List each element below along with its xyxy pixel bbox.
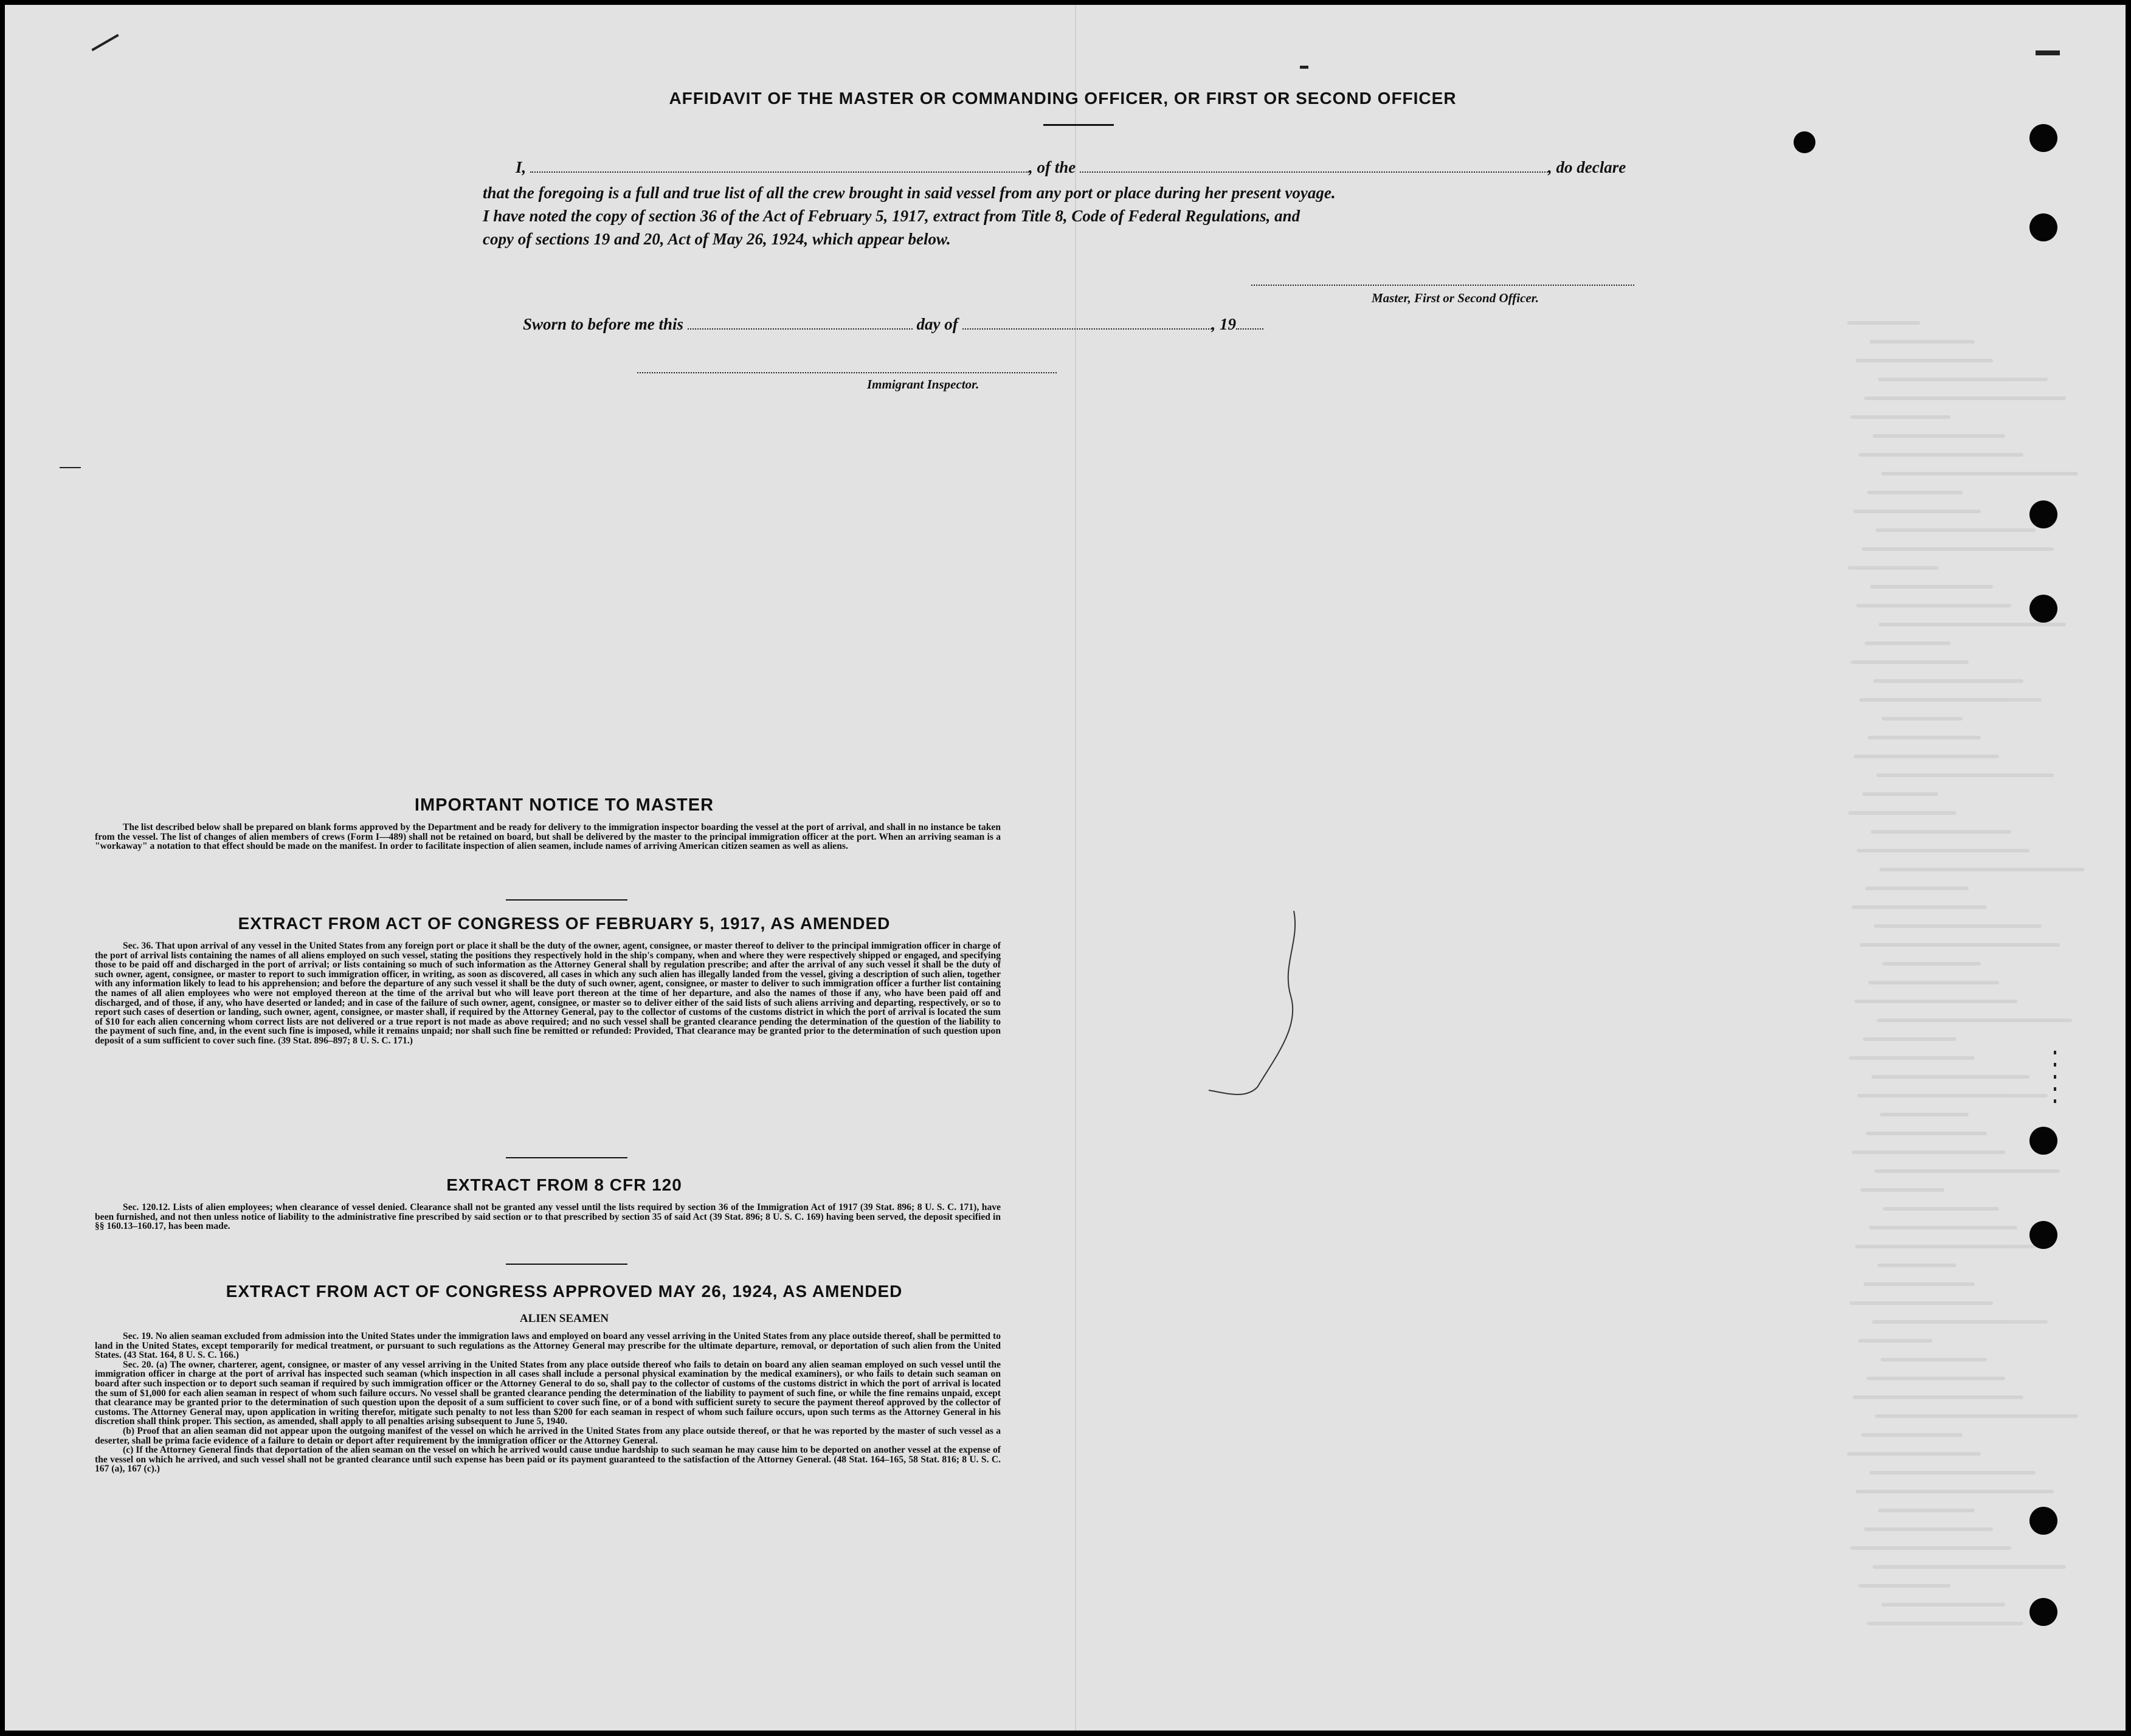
notice-text — [95, 823, 1001, 851]
bleed-stroke — [1880, 1113, 1969, 1116]
bleed-stroke — [1877, 1018, 2072, 1022]
bleed-stroke — [1877, 1264, 1957, 1267]
inspector-signature-line[interactable] — [637, 372, 1057, 373]
bleed-stroke — [1874, 1169, 2060, 1173]
bleed-stroke — [1868, 736, 1981, 739]
declaration-body-line: copy of sections 19 and 20, Act of May 26, 1924, which appear below. — [483, 230, 951, 248]
bleed-stroke — [1868, 981, 1999, 984]
bleed-stroke — [1853, 510, 1981, 513]
scan-mark — [2054, 1051, 2056, 1105]
bleed-stroke — [1850, 1301, 1993, 1305]
bleed-stroke — [1862, 792, 1938, 796]
bleed-stroke — [1867, 491, 1963, 494]
bleed-stroke — [1860, 943, 2060, 947]
bleed-stroke — [1863, 1037, 1957, 1041]
scan-mark — [2036, 50, 2060, 55]
sworn-end: , 19 — [1211, 315, 1237, 333]
section-rule — [506, 1264, 627, 1265]
bleed-stroke — [1854, 1000, 2017, 1003]
section-rule — [506, 899, 627, 901]
bleed-stroke — [1866, 1132, 1987, 1135]
bleed-stroke — [1882, 717, 1963, 721]
punch-hole — [2029, 1127, 2057, 1155]
fold-line — [1075, 5, 1076, 1731]
bleed-stroke — [1853, 1395, 2023, 1399]
bleed-stroke — [1855, 1245, 2036, 1248]
bleed-stroke — [1870, 1471, 2036, 1475]
bleed-stroke — [1859, 698, 2042, 702]
punch-hole — [2029, 124, 2057, 152]
bleed-stroke — [1881, 1603, 2005, 1606]
scan-mark — [91, 34, 119, 51]
bleed-stroke — [1867, 1622, 2023, 1625]
bleed-stroke — [1876, 773, 2054, 777]
bleed-stroke — [1851, 660, 1969, 664]
bleed-stroke — [1864, 1527, 1993, 1531]
extract-1924-text — [95, 1332, 1001, 1474]
bleed-stroke — [1857, 849, 2029, 852]
bleed-stroke — [1876, 528, 2036, 532]
bleed-stroke — [1851, 905, 1987, 909]
extract-1917-title: EXTRACT FROM ACT OF CONGRESS OF FEBRUARY 5, 1917, AS AMENDED — [238, 914, 891, 933]
bleed-stroke — [1879, 868, 2084, 871]
punch-hole — [2029, 1221, 2057, 1249]
declaration-end: , do declare — [1548, 158, 1626, 176]
bleed-stroke — [1869, 1226, 2017, 1229]
sworn-start: Sworn to before me this — [523, 315, 684, 333]
name-blank[interactable] — [530, 159, 1029, 173]
punch-hole — [2029, 500, 2057, 528]
bleed-stroke — [1864, 396, 2066, 400]
extract-cfr-text — [95, 1203, 1001, 1231]
bleed-stroke — [1848, 811, 1957, 815]
bleed-stroke — [1879, 623, 2066, 626]
bleed-stroke — [1863, 1282, 1975, 1286]
bleed-stroke — [1883, 1207, 1999, 1211]
bleed-stroke — [1847, 321, 1920, 325]
extract-1924-title: EXTRACT FROM ACT OF CONGRESS APPROVED MAY 26, 1924, AS AMENDED — [226, 1282, 903, 1301]
punch-hole — [2029, 1507, 2057, 1535]
bleed-stroke — [1867, 1377, 2005, 1380]
vessel-blank[interactable] — [1080, 159, 1548, 173]
year-blank[interactable] — [1236, 316, 1263, 330]
month-blank[interactable] — [962, 316, 1212, 330]
scan-mark — [1300, 66, 1308, 69]
sworn-line — [523, 315, 1263, 334]
alien-seamen-subtitle: ALIEN SEAMEN — [519, 1312, 609, 1325]
bleed-stroke — [1870, 340, 1975, 344]
bleed-stroke — [1873, 1565, 2066, 1569]
bleed-stroke — [1856, 1490, 2054, 1493]
bleed-stroke — [1871, 1075, 2029, 1079]
bleed-stroke — [1881, 1358, 1987, 1361]
signature-label: Master, First or Second Officer. — [1372, 291, 1539, 305]
declaration-line — [516, 158, 1626, 177]
bleed-stroke — [1878, 1509, 1975, 1512]
section-20c-paragraph: (c) If the Attorney General finds that deportation of the alien seaman on the vessel on which he arrived would cause undue hardship to such seaman he may cause him to be deported on another vessel at the expense of the vessel on which he arrived, and such vessel shall not be granted clearance until such expense has been paid or its payment guaranteed to the satisfaction of the Attorney General. (48 Stat. 164–165, 58 Stat. 816; 8 U. S. C. 167 (a), 167 (c).) — [95, 1445, 1001, 1475]
section-19-paragraph: Sec. 19. No alien seaman excluded from admission into the United States under the immigration laws and employed on board any vessel arriving in the United States from any place outside thereof, shall be permitted to land in the United States, except temporarily for medical treatment, or pursuant to such regulations as the Attorney General may prescribe for the ultimate departure, removal, or deportation of such alien from the United States. (43 Stat. 164, 8 U. S. C. 166.) — [95, 1331, 1001, 1361]
declaration-middle: , of the — [1029, 158, 1076, 176]
bleed-stroke — [1865, 887, 1969, 890]
bleed-stroke — [1858, 1339, 1932, 1343]
affidavit-title: AFFIDAVIT OF THE MASTER OR COMMANDING OFFICER, OR FIRST OR SECOND OFFICER — [669, 89, 1457, 108]
bleed-stroke — [1848, 566, 1938, 570]
section-20b-paragraph: (b) Proof that an alien seaman did not appear upon the outgoing manifest of the vessel on which he arrived in the United States from any place outside thereof, or that he was reported by the master of such vessel as a deserter, shall be prima facie evidence of a failure to detain or deport after requirement by the immigration officer or the Attorney General. — [95, 1425, 1001, 1446]
bleed-stroke — [1873, 679, 2023, 683]
bleed-stroke — [1860, 1188, 1944, 1192]
inspector-label: Immigrant Inspector. — [867, 377, 979, 392]
bleed-stroke — [1857, 1094, 2048, 1098]
document-page — [5, 5, 2126, 1731]
title-rule — [1043, 124, 1114, 126]
section-36-paragraph: Sec. 36. That upon arrival of any vessel in the United States from any foreign port or place it shall be the duty of the owner, agent, consignee, or master thereof to deliver to the principal immigration officer in charge of the port of arrival lists containing the names of all aliens employed on such vessel, stating the positions they respectively hold in the ship's company, when and where they were respectively shipped or engaged, and specifying those to be paid off and discharged in the port of arrival; or lists containing so much of such information as the Attorney General shall by regulation prescribe; and after the arrival of any such vessel it shall be the duty of such owner, agent, consignee, or master to report to such immigration officer, in writing, as soon as discovered, all cases in which any such alien has illegally landed from the vessel, giving a description of such alien, together with any information likely to lead to his apprehension; and before the departure of any such vessel it shall be the duty of such owner, agent, consignee, or master to deliver to such immigration officer a further list containing the names of all alien employees who were not employed thereon at the time of the arrival but who will leave port thereon at the time of her departure, and also the names of those if any, who have been paid off and discharged, and of those, if any, who have deserted or landed; and in case of the failure of such owner, agent, consignee, or master so to deliver either of the said lists of such aliens arriving and departing, respectively, or so to report such cases of desertion or landing, such owner, agent, consignee, or master shall, if required by the Attorney General, pay to the collector of customs of the customs district in which the port of arrival is located the sum of $10 for each alien concerning whom correct lists are not delivered or a true report is not made as above required; and no such vessel shall be granted clearance pending the determination of the question of the liability to the payment of such fine, and, in the event such fine is imposed, while it remains unpaid; nor shall such fine be remitted or refunded: Provided, That clearance may be granted prior to the determination of such question upon deposit of a sum sufficient to cover such fine. (39 Stat. 896–897; 8 U. S. C. 171.) — [95, 941, 1001, 1046]
bleed-stroke — [1870, 585, 1993, 589]
bleed-stroke — [1852, 1150, 2005, 1154]
bleed-stroke — [1850, 415, 1950, 419]
bleed-stroke — [1856, 359, 1993, 362]
bleed-stroke — [1859, 1584, 1950, 1588]
bleed-stroke — [1865, 641, 1950, 645]
bleed-stroke — [1849, 1056, 1975, 1060]
bleed-stroke — [1873, 434, 2005, 438]
bleed-stroke — [1878, 378, 2048, 381]
bleed-stroke — [1871, 830, 2011, 834]
section-120-paragraph: Sec. 120.12. Lists of alien employees; when clearance of vessel denied. Clearance shall not be granted any vessel until the lists required by section 36 of the Immigration Act of 1917 (39 Stat. 896; 8 U. S. C. 171), have been furnished, and not then unless notice of liability to the administrative fine prescribed by said section or to that prescribed by section 35 of said Act (39 Stat. 896; 8 U. S. C. 169) having been served, the deposit specified in §§ 160.13–160.17, has been made. — [95, 1202, 1001, 1232]
day-blank[interactable] — [688, 316, 913, 330]
section-rule — [506, 1157, 627, 1158]
punch-hole — [1794, 131, 1815, 153]
bleed-stroke — [1854, 755, 1999, 758]
declaration-start: I, — [516, 158, 527, 176]
punch-hole — [2029, 595, 2057, 623]
bleed-stroke — [1847, 1452, 1981, 1456]
bleed-stroke — [1861, 1433, 1963, 1437]
bleed-stroke — [1882, 962, 1981, 966]
extract-cfr-title: EXTRACT FROM 8 CFR 120 — [446, 1175, 682, 1194]
notice-paragraph: The list described below shall be prepared on blank forms approved by the Department and be ready for delivery to the immigration inspector boarding the vessel at the port of arrival, and shall in no instance be taken from the vessel. The list of changes of alien members of crews (Form I—489) shall not be retained on board, but shall be delivered by the master to the principal immigration officer at the port. When an arriving seaman is a "workaway" a notation to that effect should be made on the manifest. In order to facilitate inspection of alien seamen, include names of arriving American citizen seamen as well as aliens. — [95, 822, 1001, 852]
punch-hole — [2029, 1598, 2057, 1626]
bleed-stroke — [1856, 604, 2011, 607]
scan-mark — [60, 467, 81, 468]
ink-mark — [1203, 905, 1312, 1105]
bleed-stroke — [1875, 1414, 2078, 1418]
bleed-stroke — [1872, 1320, 2048, 1324]
bleed-stroke — [1874, 924, 2042, 928]
punch-hole — [2029, 213, 2057, 241]
sworn-middle: day of — [916, 315, 958, 333]
section-20a-paragraph: Sec. 20. (a) The owner, charterer, agent, consignee, or master of any vessel arriving in the United States from any place outside thereof who fails to detain on board any alien seaman employed on such vessel until the immigration officer in charge at the port of arrival has inspected such seaman (which inspection in all cases shall include a personal physical examination by the medical examiners), or who fails to detain such seaman on board after such inspection or to deport such seaman if required by such immigration officer or the Attorney General to do so, shall pay to the collector of customs of the customs district in which the port of arrival is located the sum of $1,000 for each alien seaman in respect of whom such failure occurs. No vessel shall be granted clearance pending the determination of the liability to payment of such fine, or while the fine remains unpaid, except that clearance may be granted prior to the determination of such question upon the deposit of a sum sufficient to cover such fine, or of a bond with sufficient surety to secure the payment thereof approved by the collector of customs. The Attorney General may, upon application in writing therefor, mitigate such penalty to not less than $200 for each seaman in respect of whom such failure occurs, upon such terms as the Attorney General in his discretion shall think proper. This section, as amended, shall apply to all penalties arising subsequent to June 5, 1940. — [95, 1359, 1001, 1427]
notice-title: IMPORTANT NOTICE TO MASTER — [414, 795, 714, 815]
declaration-body-line: I have noted the copy of section 36 of the Act of February 5, 1917, extract from Title 8, Code of Federal Regulations, and — [483, 207, 1300, 225]
bleed-stroke — [1850, 1546, 2011, 1550]
extract-1917-text — [95, 941, 1001, 1046]
signature-line[interactable] — [1251, 285, 1634, 286]
bleed-stroke — [1862, 547, 2054, 551]
bleed-stroke — [1881, 472, 2078, 475]
bleed-stroke — [1859, 453, 2023, 457]
declaration-body-line: that the foregoing is a full and true list of all the crew brought in said vessel from any port or place during her present voyage. — [483, 184, 1336, 202]
